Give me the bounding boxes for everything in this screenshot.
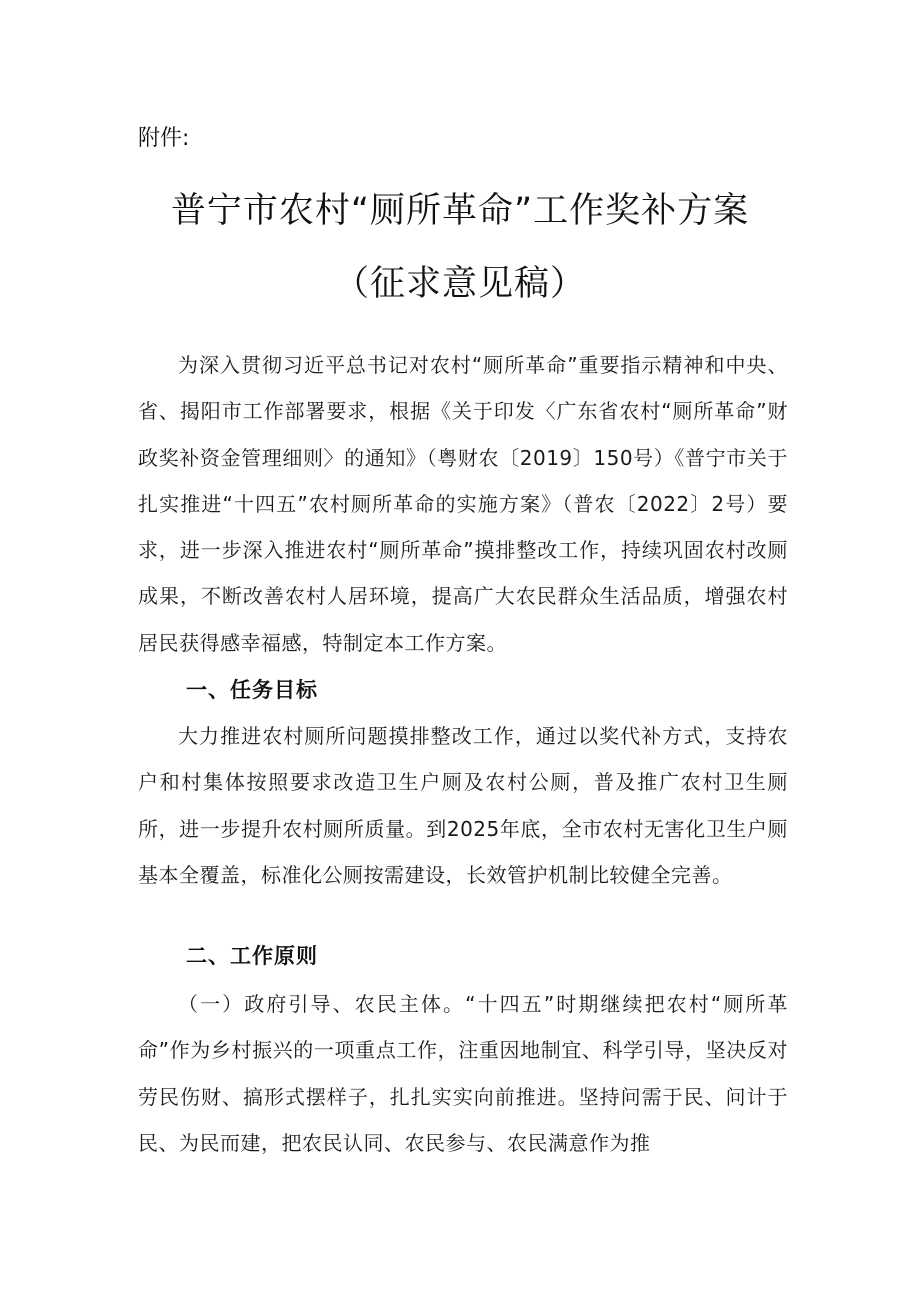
section1-text: 大力推进农村厕所问题摸排整改工作，通过以奖代补方式，支持农户和村集体按照要求改造卫生户厕及农村公厕，普及推广农村卫生厕所，进一步提升农村厕所质量。到2025年底，全市农村无害化卫生户厕基本全覆盖，标准化公厕按需建设，长效管护机制比较健全完善。 (138, 724, 788, 887)
section1-paragraph (138, 713, 788, 898)
intro-paragraph (138, 342, 788, 666)
intro-text: 为深入贯彻习近平总书记对农村“厕所革命”重要指示精神和中央、省、揭阳市工作部署要求，根据《关于印发〈广东省农村“厕所革命”财政奖补资金管理细则〉的通知》（粤财农〔2019〕150号）《普宁市关于扎实推进“十四五”农村厕所革命的实施方案》（普农〔2022〕2号）要求，进一步深入推进农村“厕所革命”摸排整改工作，持续巩固农村改厕成果，不断改善农村人居环境，提高广大农民群众生活品质，增强农村居民获得感幸福感，特制定本工作方案。 (138, 353, 788, 655)
attachment-label: 附件: (138, 126, 190, 151)
document-title: 普宁市农村“厕所革命”工作奖补方案 (170, 191, 750, 231)
section-heading-1: 一、任务目标 (186, 678, 318, 702)
section-heading-2: 二、工作原则 (186, 944, 318, 968)
section2-text: （一）政府引导、农民主体。“十四五”时期继续把农村“厕所革命”作为乡村振兴的一项重点工作，注重因地制宜、科学引导，坚决反对劳民伤财、搞形式摆样子，扎扎实实向前推进。坚持问需于民、问计于民、为民而建，把农民认同、农民参与、农民满意作为推 (138, 992, 788, 1155)
document-subtitle: （征求意见稿） (333, 264, 586, 304)
section2-paragraph (138, 981, 788, 1166)
